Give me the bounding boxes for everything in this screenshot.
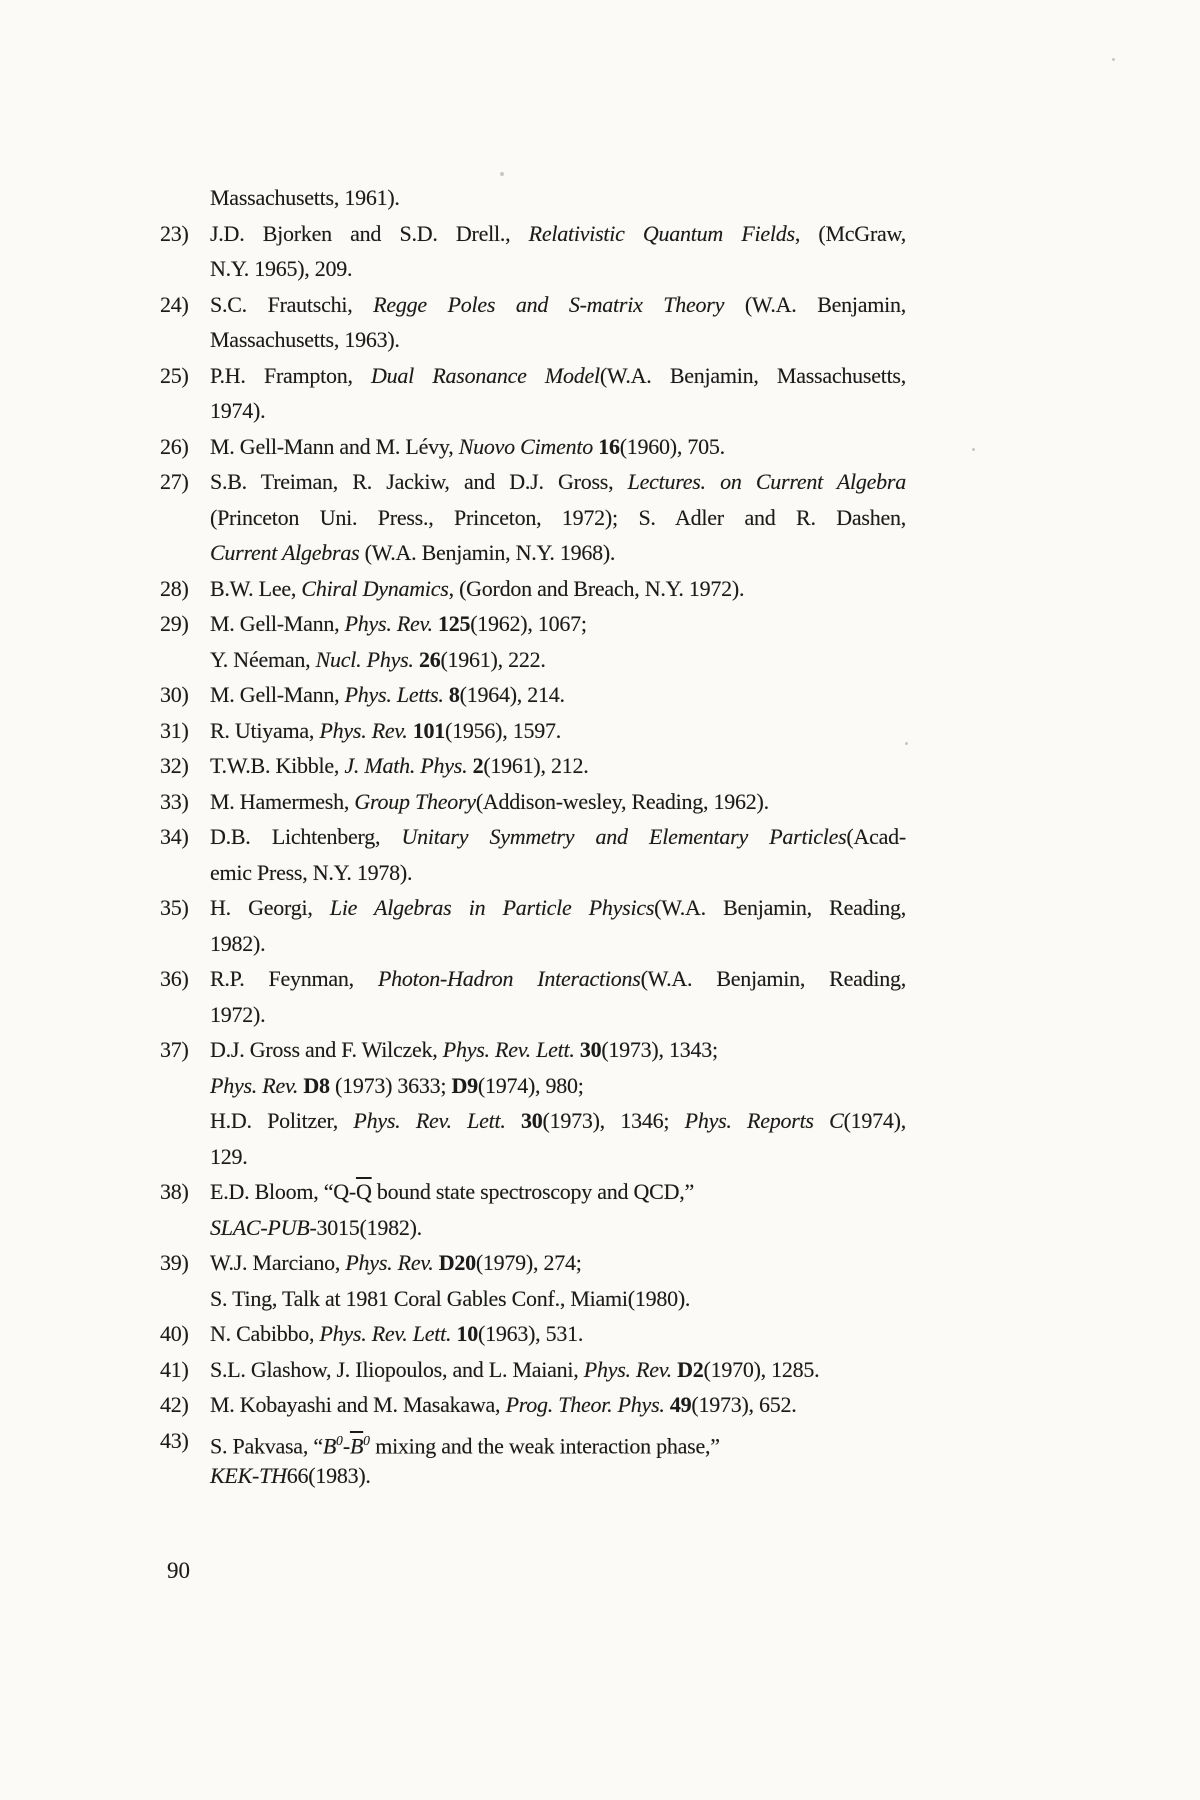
reference-line	[210, 1068, 906, 1104]
reference-text-segment: 0	[336, 1432, 343, 1448]
reference-item	[160, 713, 906, 749]
scan-speck	[905, 742, 908, 745]
reference-text-segment: , (Gordon and Breach, N.Y. 1972).	[448, 575, 745, 601]
reference-text-segment: 26	[418, 646, 441, 672]
reference-line	[210, 251, 906, 287]
reference-line	[210, 1352, 906, 1388]
reference-text-segment: (1962), 1067;	[470, 611, 587, 636]
reference-item	[160, 216, 906, 287]
reference-item	[160, 429, 906, 465]
reference-text-segment: (1961), 212.	[483, 753, 589, 778]
reference-text-segment: Phys. Reports C	[684, 1108, 844, 1133]
page-number: 90	[167, 1558, 190, 1583]
reference-text-segment: Chiral Dynamics	[301, 575, 449, 601]
reference-number: 36)	[160, 966, 189, 991]
reference-item	[160, 606, 906, 677]
reference-text-segment: , (McGraw,	[794, 220, 906, 246]
reference-line	[210, 1316, 906, 1352]
reference-text-segment: (1964), 214.	[459, 682, 565, 707]
reference-line	[210, 393, 906, 429]
reference-line	[210, 180, 906, 216]
reference-text-segment: $\overline{Q}$	[355, 1179, 372, 1204]
reference-number: 29)	[160, 611, 189, 636]
reference-number: 30)	[160, 682, 189, 707]
reference-item	[160, 571, 906, 607]
reference-line	[210, 535, 906, 571]
reference-line	[210, 677, 906, 713]
reference-text-segment: Phys. Rev. Lett.	[319, 1321, 452, 1346]
reference-text-segment: N. Cabibbo,	[210, 1321, 320, 1346]
reference-item	[160, 1387, 906, 1423]
reference-text-segment: J.D. Bjorken and S.D. Drell.,	[210, 220, 529, 246]
reference-text-segment: S.L. Glashow, J. Iliopoulos, and L. Maiani,	[210, 1356, 584, 1382]
reference-text-segment: Phys. Rev.	[210, 1072, 299, 1098]
reference-line	[210, 890, 906, 926]
reference-text-segment: S. Ting, Talk at 1981 Coral Gables Conf., Miami(1980).	[210, 1285, 691, 1311]
reference-text-segment: S. Pakvasa, “	[210, 1432, 323, 1458]
reference-text-segment: $\overline{B}$	[349, 1432, 364, 1458]
reference-text-segment: Phys. Rev. Lett.	[442, 1037, 575, 1062]
reference-text-segment: (Addison-wesley, Reading, 1962).	[475, 788, 769, 814]
reference-text-segment: 49	[669, 1392, 692, 1417]
reference-text-segment: (Princeton Uni. Press., Princeton, 1972); S. Adler and R. Dashen,	[210, 504, 906, 530]
reference-line	[210, 1387, 906, 1423]
reference-text-segment: R. Utiyama,	[210, 717, 320, 743]
reference-line	[210, 464, 906, 500]
reference-text-segment: Nuovo Cimento	[458, 433, 593, 459]
reference-text-segment: Massachusetts, 1961).	[210, 185, 400, 210]
reference-number: 24)	[160, 291, 189, 317]
reference-text-segment: H. Georgi,	[210, 895, 330, 920]
reference-text-segment: bound state spectroscopy and QCD,”	[371, 1179, 694, 1204]
reference-text-segment: M. Kobayashi and M. Masakawa,	[210, 1392, 506, 1417]
reference-text-segment: 1972).	[210, 1001, 266, 1027]
reference-text-segment: D8	[303, 1072, 330, 1098]
reference-line	[210, 1103, 906, 1139]
reference-item	[160, 1316, 906, 1352]
reference-item	[160, 890, 906, 961]
reference-text-segment: 30	[579, 1037, 602, 1062]
scan-speck	[1112, 58, 1115, 61]
reference-text-segment: N.Y. 1965), 209.	[210, 256, 353, 281]
reference-number: 34)	[160, 824, 189, 849]
reference-text-segment: 30	[521, 1108, 543, 1133]
reference-text-segment: Unitary Symmetry and Elementary Particles	[401, 824, 847, 849]
reference-text-segment: Regge Poles and S-matrix Theory	[373, 291, 725, 317]
reference-line	[210, 1423, 906, 1459]
reference-item	[210, 180, 906, 216]
reference-text-segment: (1961), 222.	[440, 646, 546, 672]
reference-text-segment: 10	[456, 1321, 479, 1346]
reference-text-segment: (W.A. Benjamin, Massachusetts,	[599, 362, 906, 388]
reference-number: 26)	[160, 433, 189, 459]
reference-text-segment: J. Math. Phys.	[344, 753, 468, 778]
reference-text-segment: Dual Rasonance Model	[371, 362, 600, 388]
reference-text-segment: mixing and the weak interaction phase,”	[369, 1432, 720, 1458]
reference-line	[210, 500, 906, 536]
reference-text-segment: R.P. Feynman,	[210, 966, 378, 991]
reference-line	[210, 606, 906, 642]
reference-line	[210, 784, 906, 820]
reference-text-segment: Phys. Rev.	[344, 611, 433, 636]
reference-number: 33)	[160, 788, 189, 814]
reference-text-segment: (1973) 3633;	[329, 1072, 452, 1098]
reference-number: 23)	[160, 220, 189, 246]
reference-text-segment: Massachusetts, 1963).	[210, 327, 400, 352]
reference-number: 37)	[160, 1037, 189, 1062]
reference-line	[210, 571, 906, 607]
reference-line	[210, 642, 906, 678]
reference-item	[160, 748, 906, 784]
reference-text-segment: D.B. Lichtenberg,	[210, 824, 402, 849]
reference-number: 27)	[160, 469, 189, 494]
reference-text-segment: D2	[677, 1356, 704, 1382]
reference-text-segment: H.D. Politzer,	[210, 1108, 354, 1133]
reference-text-segment: T.W.B. Kibble,	[210, 753, 345, 778]
reference-number: 28)	[160, 575, 189, 601]
reference-text-segment: (1956), 1597.	[445, 717, 561, 743]
reference-text-segment: M. Gell-Mann and M. Lévy,	[210, 433, 459, 459]
reference-line	[210, 358, 906, 394]
reference-text-segment: Relativistic Quantum Fields	[528, 220, 795, 246]
reference-number: 40)	[160, 1321, 189, 1346]
reference-text-segment: B.W. Lee,	[210, 575, 302, 601]
reference-text-segment: Phys. Rev.	[319, 717, 408, 743]
reference-text-segment: (W.A. Benjamin,	[724, 291, 907, 317]
reference-item	[160, 358, 906, 429]
reference-text-segment: (1973), 1346;	[542, 1108, 685, 1133]
reference-text-segment: 16	[598, 433, 620, 459]
reference-text-segment: emic Press, N.Y. 1978).	[210, 859, 413, 885]
reference-text-segment: Phys. Rev.	[345, 1250, 434, 1275]
reference-number: 42)	[160, 1392, 189, 1417]
reference-item	[160, 287, 907, 358]
reference-item	[160, 1245, 906, 1316]
reference-text-segment: S.C. Frautschi,	[210, 291, 374, 317]
reference-text-segment: D.J. Gross and F. Wilczek,	[210, 1037, 443, 1062]
reference-text-segment: B	[322, 1432, 337, 1458]
reference-text-segment: 2	[472, 753, 484, 778]
reference-item	[160, 961, 906, 1032]
reference-text-segment: (W.A. Benjamin, N.Y. 1968).	[359, 540, 616, 565]
reference-text-segment: Nucl. Phys.	[315, 646, 414, 672]
reference-line	[210, 855, 906, 891]
reference-text-segment: Lie Algebras in Particle Physics	[329, 895, 655, 920]
reference-text-segment: (W.A. Benjamin, Reading,	[654, 895, 906, 920]
reference-line	[210, 287, 906, 323]
scan-speck	[972, 448, 975, 451]
reference-number: 31)	[160, 717, 189, 743]
reference-item	[160, 1423, 906, 1494]
reference-text-segment: Lectures. on Current Algebra	[627, 469, 906, 494]
reference-text-segment: Phys. Letts.	[344, 682, 444, 707]
reference-line	[210, 748, 906, 784]
reference-text-segment: -	[342, 1432, 350, 1458]
reference-text-segment: Current Algebras	[210, 540, 360, 565]
reference-text-segment: M. Gell-Mann,	[210, 611, 345, 636]
reference-line	[210, 1210, 906, 1246]
reference-line	[210, 713, 906, 749]
reference-text-segment: M. Gell-Mann,	[210, 682, 345, 707]
reference-line	[210, 322, 906, 358]
reference-text-segment: 129.	[210, 1143, 248, 1169]
reference-text-segment: D9	[451, 1072, 478, 1098]
reference-text-segment	[506, 1108, 521, 1133]
reference-number: 32)	[160, 753, 189, 778]
reference-number: 38)	[160, 1179, 189, 1204]
reference-number: 35)	[160, 895, 189, 920]
reference-text-segment: -3015(1982).	[309, 1214, 422, 1240]
reference-text-segment: (1963), 531.	[478, 1321, 584, 1346]
reference-text-segment: 66(1983).	[286, 1463, 371, 1488]
reference-text-segment: (1979), 274;	[475, 1250, 582, 1275]
reference-item	[160, 1032, 906, 1174]
references-list	[160, 180, 907, 1494]
reference-line	[210, 429, 906, 465]
reference-text-segment: D20	[438, 1250, 476, 1275]
reference-text-segment: (1970), 1285.	[703, 1356, 820, 1382]
reference-line	[210, 1174, 906, 1210]
reference-text-segment: Prog. Theor. Phys.	[505, 1392, 665, 1417]
reference-number: 39)	[160, 1250, 189, 1275]
reference-text-segment: S.B. Treiman, R. Jackiw, and D.J. Gross,	[210, 469, 628, 494]
reference-line	[210, 819, 906, 855]
reference-text-segment: (1974), 980;	[477, 1072, 584, 1098]
reference-text-segment: SLAC-PUB	[210, 1214, 310, 1240]
reference-text-segment: Y. Néeman,	[210, 646, 316, 672]
reference-line	[210, 1032, 906, 1068]
reference-text-segment: M. Hamermesh,	[210, 788, 355, 814]
reference-text-segment: 1982).	[210, 930, 266, 956]
reference-text-segment: Group Theory	[354, 788, 476, 814]
reference-text-segment: 8	[448, 682, 460, 707]
scan-speck	[500, 172, 504, 176]
reference-line	[210, 1281, 906, 1317]
reference-text-segment: 0	[363, 1432, 370, 1448]
reference-text-segment: P.H. Frampton,	[210, 362, 372, 388]
reference-line	[210, 216, 906, 252]
reference-text-segment: W.J. Marciano,	[210, 1250, 346, 1275]
reference-item	[160, 1174, 906, 1245]
reference-number: 43)	[160, 1427, 189, 1453]
reference-item	[160, 784, 906, 820]
reference-line	[210, 1139, 906, 1175]
reference-text-segment: (1960), 705.	[619, 433, 725, 459]
reference-text-segment: KEK-TH	[210, 1463, 287, 1488]
reference-text-segment: (W.A. Benjamin, Reading,	[640, 966, 906, 991]
reference-item	[160, 464, 906, 571]
reference-number: 25)	[160, 362, 189, 388]
reference-text-segment: (1973), 652.	[691, 1392, 797, 1417]
reference-text-segment: (1974),	[843, 1108, 906, 1133]
reference-text-segment: 1974).	[210, 398, 266, 423]
reference-item	[160, 1352, 906, 1388]
reference-text-segment: (1973), 1343;	[601, 1037, 718, 1062]
reference-text-segment: Phys. Rev.	[583, 1356, 672, 1382]
reference-item	[160, 677, 906, 713]
reference-text-segment: 125	[437, 611, 471, 636]
reference-text-segment: 101	[412, 717, 446, 743]
reference-text-segment: Photon-Hadron Interactions	[377, 966, 641, 991]
reference-text-segment: E.D. Bloom, “Q-	[210, 1179, 356, 1204]
reference-item	[160, 819, 906, 890]
reference-number: 41)	[160, 1356, 189, 1382]
reference-line	[210, 1245, 906, 1281]
reference-line	[210, 926, 906, 962]
reference-text-segment: (Acad-	[846, 824, 906, 849]
reference-line	[210, 1458, 906, 1494]
reference-line	[210, 997, 906, 1033]
reference-text-segment: Phys. Rev. Lett.	[353, 1108, 506, 1133]
reference-line	[210, 961, 906, 997]
